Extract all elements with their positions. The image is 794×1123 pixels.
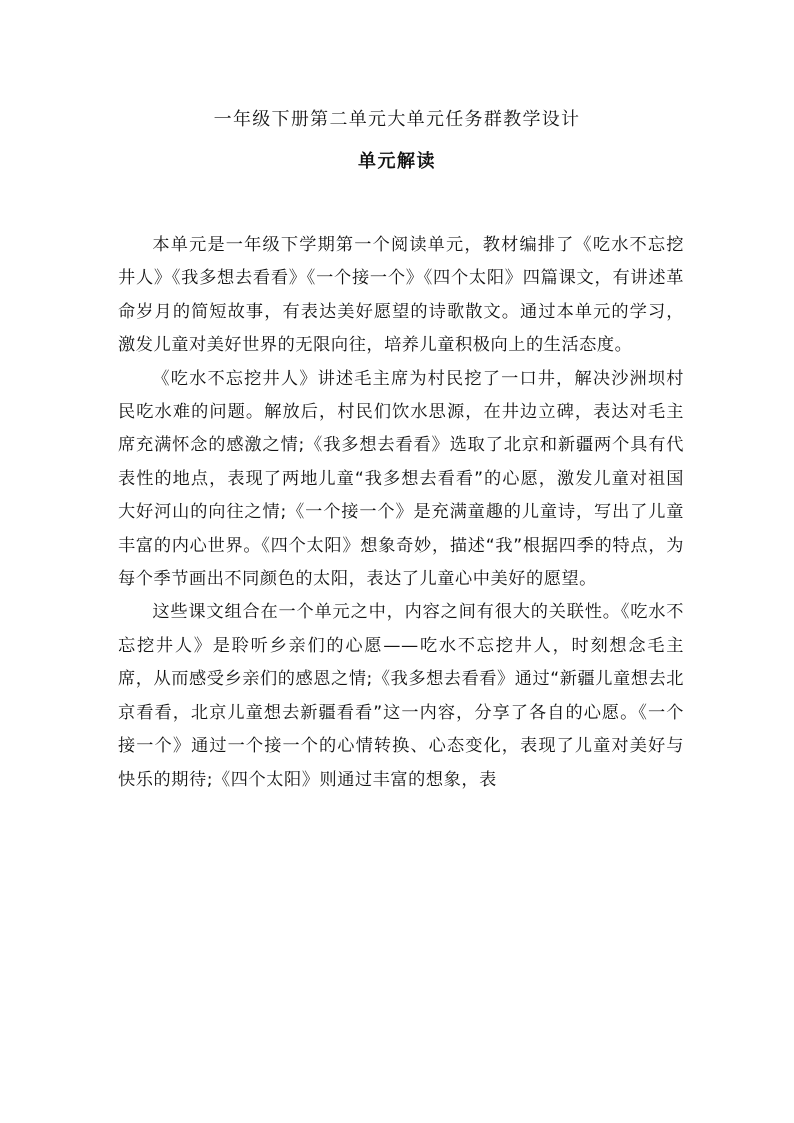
document-title: 一年级下册第二单元大单元任务群教学设计 (213, 109, 581, 130)
section-title: 单元解读 (358, 151, 436, 172)
document-body (118, 229, 684, 797)
paragraph-unit-overview: 本单元是一年级下学期第一个阅读单元，教材编排了《吃水不忘挖井人》《我多想去看看》《一个接一个》《四个太阳》四篇课文，有讲述革命岁月的简短故事，有表达美好愿望的诗歌散文。通过本单元的学习，激发儿童对美好世界的无限向往，培养儿童积极向上的生活态度。 (118, 235, 684, 356)
paragraph-lesson-connections: 这些课文组合在一个单元之中，内容之间有很大的关联性。《吃水不忘挖井人》是聆听乡亲们的心愿——吃水不忘挖井人，时刻想念毛主席，从而感受乡亲们的感恩之情;《我多想去看看》通过“新疆儿童想去北京看看，北京儿童想去新疆看看”这一内容，分享了各自的心愿。《一个接一个》通过一个接一个的心情转换、心态变化，表现了儿童对美好与快乐的期待;《四个太阳》则通过丰富的想象，表 (118, 602, 684, 790)
paragraph-lesson-summaries: 《吃水不忘挖井人》讲述毛主席为村民挖了一口井，解决沙洲坝村民吃水难的问题。解放后，村民们饮水思源，在井边立碑，表达对毛主席充满怀念的感激之情;《我多想去看看》选取了北京和新疆两个具有代表性的地点，表现了两地儿童“我多想去看看”的心愿，激发儿童对祖国大好河山的向往之情;《一个接一个》是充满童趣的儿童诗，写出了儿童丰富的内心世界。《四个太阳》想象奇妙，描述“我”根据四季的特点，为每个季节画出不同颜色的太阳，表达了儿童心中美好的愿望。 (118, 368, 684, 590)
